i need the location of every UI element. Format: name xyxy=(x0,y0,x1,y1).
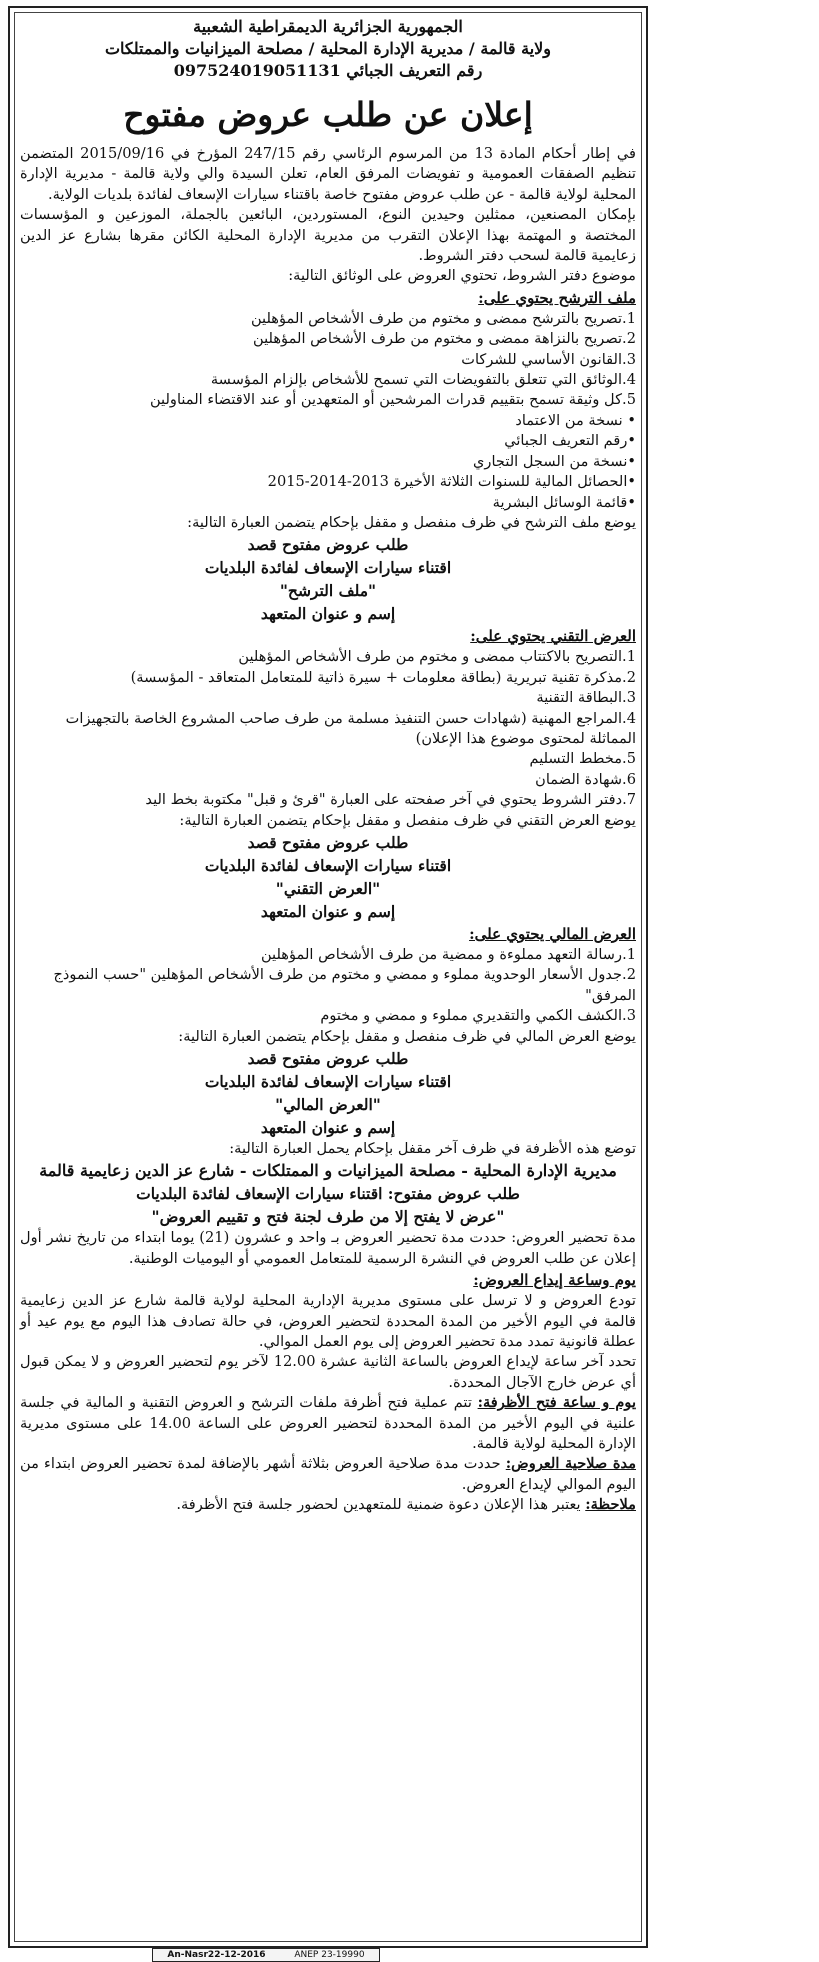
financial-heading: العرض المالي يحتوي على: xyxy=(469,924,636,943)
remark-text: يعتبر هذا الإعلان دعوة ضمنية للمتعهدين لحضور جلسة فتح الأظرفة. xyxy=(176,1496,581,1514)
envelope-line: طلب عروض مفتوح قصد xyxy=(247,535,409,555)
validity-heading: مدة صلاحية العروض: xyxy=(505,1455,637,1473)
list-item: 1.تصريح بالترشح ممضى و مختوم من طرف الأشخاص المؤهلين xyxy=(250,309,636,327)
deposit-paragraph: تحدد آخر ساعة لإيداع العروض بالساعة الثانية عشرة 12.00 لآخر يوم لتحضير العروض و لا يمكن قبول أي عرض خارج الآجال المحددة. xyxy=(20,1353,637,1391)
technical-list xyxy=(20,647,636,810)
list-item: 6.شهادة الضمان xyxy=(535,770,636,788)
deposit-paragraph: تودع العروض و لا ترسل على مستوى مديرية الإدارية المحلية لولاية قالمة شارع عز الدين زعايمية قالمة في اليوم الأخير من المدة المحددة لتحضير العروض، في حالة تصادف هذا اليوم مع يوم عيد أو عطلة قانونية تمدد مدة تحضير العروض إلى يوم العمل الموالي. xyxy=(20,1292,636,1351)
list-item: •نسخة من السجل التجاري xyxy=(472,452,636,470)
technical-heading: العرض التقني يحتوي على: xyxy=(470,627,636,646)
financial-list xyxy=(20,945,636,1027)
republic-header: الجمهورية الجزائرية الديمقراطية الشعبية xyxy=(193,17,463,36)
candidature-list xyxy=(20,309,636,513)
list-item: •قائمة الوسائل البشرية xyxy=(492,493,636,511)
list-item: 7.دفتر الشروط يحتوي في آخر صفحته على العبارة "قرئ و قبل" مكتوبة بخط اليد xyxy=(145,791,636,809)
list-item: •الحصائل المالية للسنوات الثلاثة الأخيرة 2013-2014-2015 xyxy=(267,473,636,491)
intro-paragraph: موضوع دفتر الشروط، تحتوي العروض على الوثائق التالية: xyxy=(288,267,636,285)
list-item: 3.الكشف الكمي والتقديري مملوء و ممضي و مختوم xyxy=(320,1007,636,1025)
candidature-heading: ملف الترشح يحتوي على: xyxy=(478,288,636,307)
deposit-heading: يوم وساعة إيداع العروض: xyxy=(473,1271,636,1290)
opening-heading: يوم و ساعة فتح الأظرفة: xyxy=(477,1394,637,1412)
validity-paragraph xyxy=(20,1454,636,1495)
envelope-line: اقتناء سيارات الإسعاف لفائدة البلديات xyxy=(204,558,452,578)
envelope-line: "العرض التقني" xyxy=(275,878,381,898)
publication-footer xyxy=(152,1948,380,1962)
remark-paragraph xyxy=(20,1495,636,1515)
validity-text: حددت مدة صلاحية العروض بثلاثة أشهر بالإضافة لمدة تحضير العروض ابتداء من اليوم الموالي لإيداع العروض. xyxy=(20,1455,636,1493)
list-item: 1.رسالة التعهد مملوءة و ممضية من طرف الأشخاص المؤهلين xyxy=(260,945,636,963)
opening-text: تتم عملية فتح أظرفة ملفات الترشح و العروض التقنية و المالية في جلسة علنية في اليوم الأخير من المدة المحددة لتحضير العروض على الساعة 14.00 على مستوى مديرية الإدارة المحلية لولاية قالمة. xyxy=(20,1394,636,1453)
tax-id: رقم التعريف الجبائي 097524019051131 xyxy=(173,61,483,80)
list-item: • نسخة من الاعتماد xyxy=(515,411,636,429)
list-item: 2.مذكرة تقنية تبريرية (بطاقة معلومات + سيرة ذاتية للمتعامل المتعاقد - المؤسسة) xyxy=(130,668,636,686)
announcement-title: إعلان عن طلب عروض مفتوح xyxy=(123,95,533,134)
envelope-line: طلب عروض مفتوح قصد xyxy=(247,832,409,852)
envelope-note: يوضع ملف الترشح في ظرف منفصل و مقفل بإحكام يتضمن العبارة التالية: xyxy=(187,513,636,531)
list-item: 1.التصريح بالاكتتاب ممضى و مختوم من طرف الأشخاص المؤهلين xyxy=(238,648,636,666)
envelope-line: إسم و عنوان المتعهد xyxy=(260,901,396,921)
intro-paragraph: في إطار أحكام المادة 13 من المرسوم الرئاسي رقم 247/15 المؤرخ في 2015/09/16 المتضمن تنظيم الصفقات العمومية و تفويضات المرفق العام، تعلن السيدة والي ولاية قالمة - مديرية الإدارة المحلية لولاية قالمة - عن طلب عروض مفتوح خاصة باقتناء سيارات الإسعاف لفائدة بلديات الولاية. xyxy=(20,145,636,203)
remark-heading: ملاحظة: xyxy=(585,1496,636,1514)
envelope-line: إسم و عنوان المتعهد xyxy=(260,604,396,624)
opening-paragraph xyxy=(20,1393,636,1454)
newspaper-date: An-Nasr22-12-2016 xyxy=(167,1950,266,1960)
list-item: 2.جدول الأسعار الوحدوية مملوء و ممضي و مختوم من طرف الأشخاص المؤهلين "حسب النموذج المرفق" xyxy=(53,966,636,1004)
list-item: •رقم التعريف الجبائي xyxy=(504,432,636,450)
list-item: 3.القانون الأساسي للشركات xyxy=(461,350,636,368)
anep-reference: ANEP 23-19990 xyxy=(294,1950,365,1960)
outer-envelope-subject: طلب عروض مفتوح: اقتناء سيارات الإسعاف لفائدة البلديات xyxy=(136,1184,520,1204)
list-item: 4.المراجع المهنية (شهادات حسن التنفيذ مسلمة من طرف صاحب المشروع الخاصة بالتجهيزات المماثلة لمحتوى موضوع هذا الإعلان) xyxy=(65,709,636,747)
preparation-duration: مدة تحضير العروض: حددت مدة تحضير العروض بـ واحد و عشرون (21) يوما ابتداء من تاريخ نشر أول إعلان عن طلب العروض في النشرة الرسمية للمتعامل العمومي أو اليوميات الوطنية. xyxy=(20,1229,637,1267)
envelope-note: يوضع العرض المالي في ظرف منفصل و مقفل بإحكام يتضمن العبارة التالية: xyxy=(178,1027,636,1045)
list-item: 5.كل وثيقة تسمح بتقييم قدرات المرشحين أو المتعهدين أو عند الاقتضاء المناولين xyxy=(149,391,636,409)
envelope-line: "العرض المالي" xyxy=(275,1095,381,1114)
list-item: 4.الوثائق التي تتعلق بالتفويضات التي تسمح للأشخاص بإلزام المؤسسة xyxy=(210,371,636,389)
outer-envelope-note: توضع هذه الأظرفة في ظرف آخر مقفل بإحكام يحمل العبارة التالية: xyxy=(229,1140,636,1157)
envelope-line: اقتناء سيارات الإسعاف لفائدة البلديات xyxy=(204,855,452,875)
envelope-line: إسم و عنوان المتعهد xyxy=(260,1118,396,1137)
announcement-frame xyxy=(8,6,648,1948)
intro-paragraph: بإمكان المصنعين، ممثلين وحيدين النوع، المستوردين، البائعين بالجملة، الموزعين و المؤسسات المختصة و المهتمة بهذا الإعلان التقرب من مديرية الإدارة المحلية الكائن مقرها بشارع عز الدين زعايمية قالمة لسحب دفتر الشروط. xyxy=(20,206,636,265)
envelope-line: اقتناء سيارات الإسعاف لفائدة البلديات xyxy=(204,1072,452,1091)
list-item: 5.مخطط التسليم xyxy=(529,750,636,768)
envelope-line: "ملف الترشح" xyxy=(279,581,377,601)
list-item: 2.تصريح بالنزاهة ممضى و مختوم من طرف الأشخاص المؤهلين xyxy=(253,330,636,348)
envelope-line: طلب عروض مفتوح قصد xyxy=(247,1049,409,1068)
announcement-content xyxy=(20,16,636,1516)
outer-envelope-warning: "عرض لا يفتح إلا من طرف لجنة فتح و تقييم العروض" xyxy=(151,1207,505,1227)
envelope-note: يوضع العرض التقني في ظرف منفصل و مقفل بإحكام يتضمن العبارة التالية: xyxy=(179,811,636,829)
wilaya-header: ولاية قالمة / مديرية الإدارة المحلية / مصلحة الميزانيات والممتلكات xyxy=(104,39,552,58)
list-item: 3.البطاقة التقنية xyxy=(536,689,636,707)
outer-envelope-address: مديرية الإدارة المحلية - مصلحة الميزانيات و الممتلكات - شارع عز الدين زعايمية قالمة xyxy=(39,1161,617,1181)
